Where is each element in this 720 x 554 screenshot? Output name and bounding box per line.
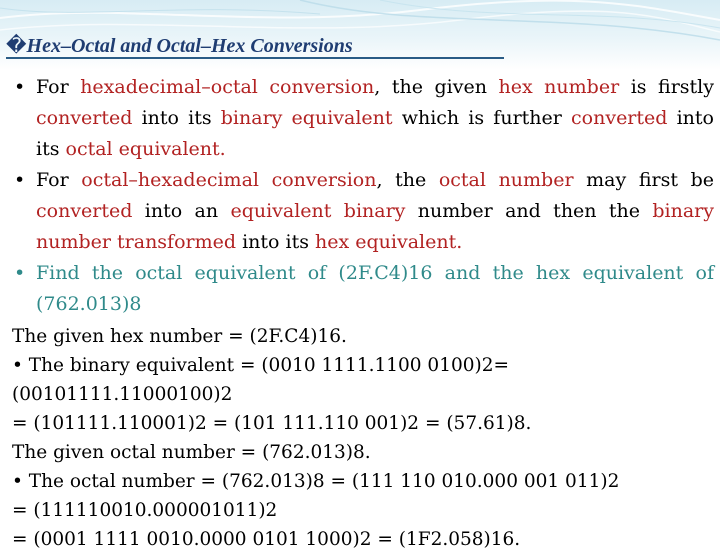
example-line: = (101111.110001)2 = (101 111.110 001)2 = (57.61)8. <box>12 413 532 434</box>
example-line: The given octal number = (762.013)8. <box>12 442 371 463</box>
bullet-text-segment: , the given <box>374 76 499 98</box>
slide-title <box>6 33 506 58</box>
slide-content <box>12 72 714 554</box>
bullet-text-segment: octal–hexadecimal conversion <box>81 169 377 191</box>
bullet-text-segment: may first be <box>573 169 715 191</box>
bullet-text-segment: binary equivalent <box>220 107 393 129</box>
bullet-item <box>12 165 714 258</box>
example-line: = (0001 1111 0010.0000 0101 1000)2 = (1F2.058)16. <box>12 529 521 550</box>
bullet-dot-icon: • <box>14 76 26 98</box>
bullet-text-segment: is firstly <box>619 76 714 98</box>
bullet-text-segment: converted <box>36 107 133 129</box>
bullet-text-segment: For <box>36 169 82 191</box>
bullet-text-segment: hexadecimal–octal conversion <box>80 76 375 98</box>
bullet-text-segment: into its <box>36 107 714 160</box>
worked-example <box>12 322 714 554</box>
example-line: • The binary equivalent = (0010 1111.1100 0100)2= (00101111.11000100)2 <box>12 355 510 405</box>
bullet-text-segment: into its <box>236 231 315 253</box>
bullet-text-segment: which is further <box>392 107 572 129</box>
bullet-text-segment: , the <box>376 169 439 191</box>
bullet-item <box>12 258 714 320</box>
bullet-text-segment: equivalent binary <box>230 200 406 222</box>
bullet-text-segment: hex number <box>498 76 620 98</box>
bullet-text-segment: octal equivalent. <box>65 138 226 160</box>
bullet-text-segment: octal number <box>438 169 574 191</box>
bullet-text-segment: number and then the <box>405 200 653 222</box>
example-line: = (111110010.000001011)2 <box>12 500 278 521</box>
title-underline <box>6 57 504 59</box>
example-line: The given hex number = (2F.C4)16. <box>12 326 347 347</box>
example-line: • The octal number = (762.013)8 = (111 110 010.000 001 011)2 <box>12 471 620 492</box>
bullet-dot-icon: • <box>14 169 26 191</box>
missing-glyph-icon: � <box>6 35 27 57</box>
bullet-text-segment: For <box>36 76 81 98</box>
bullet-text-segment: into its <box>132 107 221 129</box>
slide-title-text: Hex–Octal and Octal–Hex Conversions <box>26 35 353 57</box>
bullet-dot-icon: • <box>14 262 26 284</box>
bullet-item <box>12 72 714 165</box>
bullet-text-segment: converted <box>36 200 133 222</box>
bullet-list <box>12 72 714 320</box>
bullet-text-segment: into an <box>132 200 231 222</box>
bullet-text-segment: binary number transformed <box>36 200 714 253</box>
bullet-text-segment: converted <box>571 107 668 129</box>
bullet-text-segment: hex equivalent. <box>315 231 463 253</box>
bullet-text-segment: Find the octal equivalent of (2F.C4)16 and the hex equivalent of (762.013)8 <box>36 262 714 315</box>
